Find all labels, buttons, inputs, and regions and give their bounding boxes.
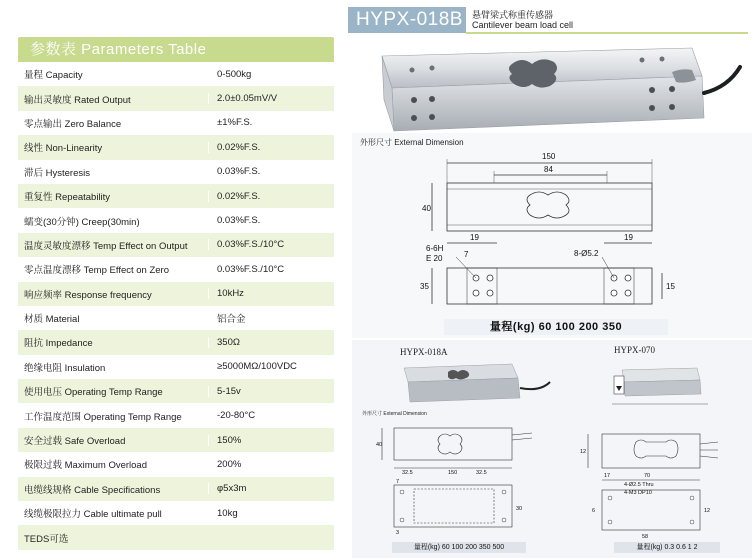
param-value: 200% [208, 459, 334, 470]
table-row [18, 477, 334, 501]
variant-a-dimension-title: 外形尺寸 External Dimension [362, 411, 427, 417]
dim-length: 150 [542, 152, 556, 161]
variant-b-capacity-strip: 量程(kg) 0.3 0.6 1 2 [614, 542, 720, 553]
variant-b-dim-e: 4-M3 DP10 [624, 490, 652, 496]
param-name: 极限过载 Maximum Overload [24, 460, 147, 472]
param-name: 零点温度漂移 Temp Effect on Zero [24, 265, 170, 277]
param-name: TEDS可选 [24, 533, 69, 545]
param-value: 0.03%F.S./10°C [208, 264, 334, 275]
dim-thread-sub: E 20 [426, 254, 443, 263]
table-row [18, 428, 334, 452]
variant-a-model: HYPX-018A [400, 347, 448, 357]
param-value: -20-80°C [208, 410, 334, 421]
param-value: 5-15v [208, 386, 334, 397]
param-name: 蠕变(30分钟) Creep(30min) [24, 216, 140, 228]
param-name: 工作温度范围 Operating Temp Range [24, 411, 182, 423]
variant-a-dim-g: 3 [396, 530, 400, 536]
param-name: 零点输出 Zero Balance [24, 118, 122, 130]
param-name: 线缆极限拉力 Cable ultimate pull [24, 509, 162, 521]
dim-edge-left: 19 [470, 233, 479, 242]
table-row [18, 330, 334, 354]
table-row [18, 62, 334, 86]
param-value: 0.02%F.S. [208, 142, 334, 153]
table-row [18, 525, 334, 549]
table-row [18, 403, 334, 427]
table-row [18, 160, 334, 184]
param-value: 0.03%F.S. [208, 215, 334, 226]
variant-b-dim-c: 70 [644, 473, 651, 479]
table-title: 参数表 Parameters Table [18, 37, 334, 62]
param-value: 0.03%F.S./10°C [208, 239, 334, 250]
variant-a-capacity-strip: 量程(kg) 60 100 200 350 500 [392, 542, 526, 553]
dim-width-right: 15 [666, 282, 675, 291]
dim-width: 35 [420, 282, 429, 291]
variant-b-dim-d: 4-Ø2.5 Thru [624, 482, 654, 488]
load-cell-photo [352, 38, 752, 133]
param-value: 2.0±0.05mV/V [208, 93, 334, 104]
param-value: 150% [208, 435, 334, 446]
variant-b-dim-a: 12 [580, 449, 587, 455]
main-dimension-drawing [352, 133, 752, 338]
param-value: φ5x3m [208, 483, 334, 494]
dim-edge-right: 19 [624, 233, 633, 242]
product-header [348, 5, 756, 35]
param-name: 滞后 Hysteresis [24, 167, 90, 179]
param-value: 铝合金 [208, 311, 334, 325]
variant-svg [352, 340, 752, 540]
variant-a-dim-b: 32.5 [402, 470, 413, 476]
variant-a-dim-d: 7 [396, 479, 400, 485]
variant-b-model: HYPX-070 [614, 345, 656, 355]
table-row [18, 306, 334, 330]
dim-thread: 6-6H [426, 244, 444, 253]
param-value: ≥5000MΩ/100VDC [208, 361, 334, 372]
table-row [18, 111, 334, 135]
table-row [18, 501, 334, 525]
dim-hole: 8-Ø5.2 [574, 249, 599, 258]
variant-a-dim-f: 32.5 [476, 470, 487, 476]
param-name: 线性 Non-Linearity [24, 143, 103, 155]
variant-a-dim-e: 30 [516, 506, 523, 512]
param-name: 阻抗 Impedance [24, 338, 93, 350]
param-name: 安全过载 Safe Overload [24, 436, 126, 448]
variant-drawings [352, 340, 752, 558]
param-value: 0.02%F.S. [208, 191, 334, 202]
dim-offset: 7 [464, 250, 469, 259]
param-name: 温度灵敏度漂移 Temp Effect on Output [24, 240, 188, 252]
param-value: 10kHz [208, 288, 334, 299]
param-name: 绝缘电阻 Insulation [24, 362, 106, 374]
table-row [18, 257, 334, 281]
dimension-svg [352, 133, 752, 321]
table-row [18, 86, 334, 110]
param-name: 量程 Capacity [24, 70, 83, 82]
param-name: 使用电压 Operating Temp Range [24, 387, 163, 399]
param-name: 材质 Material [24, 314, 80, 326]
variant-a-dim-c: 150 [448, 470, 458, 476]
param-name: 响应频率 Response frequency [24, 289, 152, 301]
dimension-title: 外形尺寸 External Dimension [360, 138, 464, 147]
param-value: 350Ω [208, 337, 334, 348]
table-row [18, 233, 334, 257]
dim-center: 84 [544, 165, 553, 174]
capacity-strip: 量程(kg) 60 100 200 350 [444, 319, 668, 335]
parameters-table [18, 37, 334, 550]
param-value: 0.03%F.S. [208, 166, 334, 177]
param-name: 输出灵敏度 Rated Output [24, 94, 131, 106]
param-name: 重复性 Repeatability [24, 192, 111, 204]
variant-b-dim-h: 12 [704, 508, 711, 514]
dim-height: 40 [422, 204, 431, 213]
table-row [18, 355, 334, 379]
table-row [18, 452, 334, 476]
table-row [18, 379, 334, 403]
table-row [18, 282, 334, 306]
variant-b-dim-b: 17 [604, 473, 611, 479]
table-row [18, 208, 334, 232]
product-name-cn: 悬臂梁式称重传感器 [472, 10, 554, 20]
param-name: 电缆线规格 Cable Specifications [24, 484, 161, 496]
param-value: 0-500kg [208, 69, 334, 80]
header-divider [466, 32, 748, 34]
variant-b-dim-g: 58 [642, 534, 649, 540]
variant-a-dim-a: 40 [376, 442, 383, 448]
table-body [18, 62, 334, 550]
table-row [18, 135, 334, 159]
model-number: HYPX-018B [348, 7, 466, 33]
param-value: 10kg [208, 508, 334, 519]
param-value: ±1%F.S. [208, 117, 334, 128]
table-row [18, 184, 334, 208]
variant-b-dim-f: 6 [592, 508, 596, 514]
product-name-en: Cantilever beam load cell [472, 20, 574, 30]
